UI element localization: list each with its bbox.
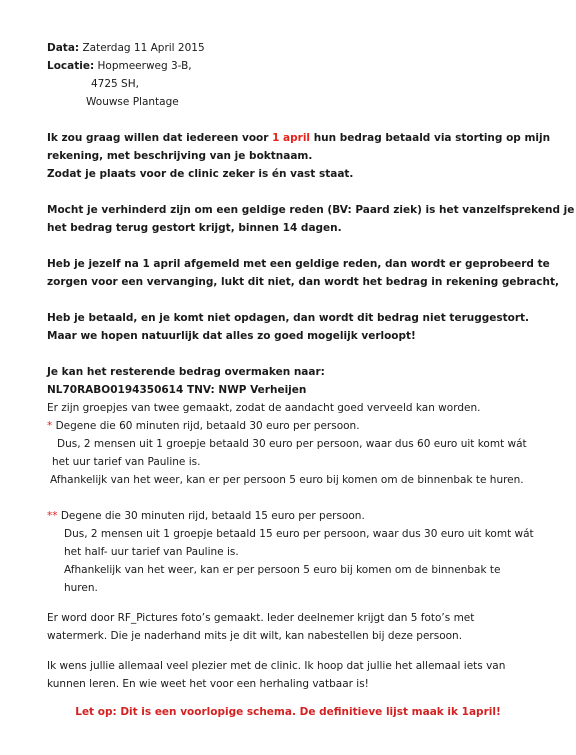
date-label: Data:	[47, 42, 80, 54]
closing-line2: kunnen leren. En wie weet het voor een herhaling vatbaar is!	[47, 678, 369, 690]
option2-title	[47, 509, 365, 523]
photos-line2: watermerk. Die je naderhand mits je dit wilt, kan nabestellen bij deze persoon.	[47, 630, 463, 642]
date-value: Zaterdag 11 April 2015	[82, 42, 205, 54]
location-line	[47, 59, 192, 73]
para1-line3: Zodat je plaats voor de clinic zeker is én vast staat.	[47, 168, 354, 180]
option1-marker: *	[47, 420, 53, 432]
address-city: Wouwse Plantage	[86, 96, 179, 108]
date-line	[47, 41, 205, 55]
para1-text-before: Ik zou graag willen dat iedereen voor	[47, 132, 273, 144]
option2-marker: **	[47, 510, 58, 522]
option1-title	[47, 419, 360, 433]
para1-line2: rekening, met beschrijving van je boktnaam.	[47, 150, 313, 162]
para3-line1: Heb je jezelf na 1 april afgemeld met een geldige reden, dan wordt er geprobeerd te	[47, 258, 550, 270]
deadline-highlight: 1 april	[272, 132, 311, 144]
option1-line2: Dus, 2 mensen uit 1 groepje betaald 30 euro per persoon, waar dus 60 euro uit komt wát	[57, 438, 527, 450]
para1-line1	[47, 131, 550, 145]
option1-line4: Afhankelijk van het weer, kan er per persoon 5 euro bij komen om de binnenbak te huren.	[50, 474, 524, 486]
para4-line1: Heb je betaald, en je komt niet opdagen, dan wordt dit bedrag niet teruggestort.	[47, 312, 530, 324]
para1-text-after: hun bedrag betaald via storting op mijn	[310, 132, 551, 144]
option1-line3: het uur tarief van Pauline is.	[52, 456, 201, 468]
payment-intro: Je kan het resterende bedrag overmaken naar:	[47, 366, 325, 378]
address-street: Hopmeerweg 3-B,	[97, 60, 192, 72]
closing-line1: Ik wens jullie allemaal veel plezier met de clinic. Ik hoop dat jullie het allemaal iets van	[47, 660, 506, 672]
address-postcode: 4725 SH,	[91, 78, 139, 90]
para4-line2: Maar we hopen natuurlijk dat alles zo goed mogelijk verloopt!	[47, 330, 416, 342]
option2-title-text: Degene die 30 minuten rijd, betaald 15 euro per persoon.	[57, 510, 365, 522]
para2-line2: het bedrag terug gestort krijgt, binnen 14 dagen.	[47, 222, 342, 234]
option2-line2: Dus, 2 mensen uit 1 groepje betaald 15 euro per persoon, waar dus 30 euro uit komt wát	[64, 528, 534, 540]
groups-note: Er zijn groepjes van twee gemaakt, zodat de aandacht goed verveeld kan worden.	[47, 402, 481, 414]
option2-line4: Afhankelijk van het weer, kan er per persoon 5 euro bij komen om de binnenbak te	[64, 564, 501, 576]
para3-line2: zorgen voor een vervanging, lukt dit niet, dan wordt het bedrag in rekening gebracht,	[47, 276, 560, 288]
provisional-schedule-notice: Let op: Dit is een voorlopige schema. De definitieve lijst maak ik 1april!	[75, 706, 501, 718]
para2-line1: Mocht je verhinderd zijn om een geldige reden (BV: Paard ziek) is het vanzelfsprekend je	[47, 204, 575, 216]
option2-line3: het half- uur tarief van Pauline is.	[64, 546, 239, 558]
location-label: Locatie:	[47, 60, 95, 72]
photos-line1: Er word door RF_Pictures foto’s gemaakt. Ieder deelnemer krijgt dan 5 foto’s met	[47, 612, 475, 624]
option1-title-text: Degene die 60 minuten rijd, betaald 30 euro per persoon.	[52, 420, 360, 432]
bank-account: NL70RABO0194350614 TNV: NWP Verheijen	[47, 384, 307, 396]
option2-line5: huren.	[64, 582, 98, 594]
